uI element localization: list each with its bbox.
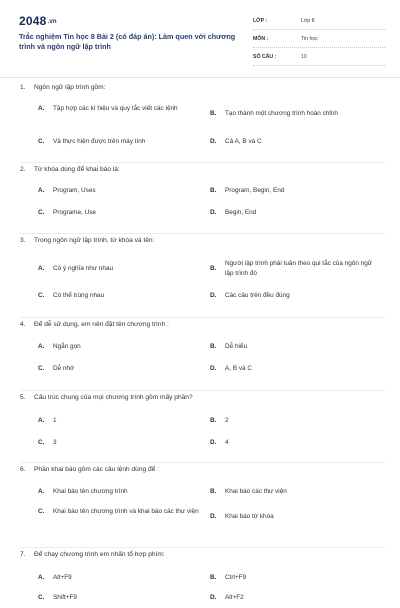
question-item	[20, 548, 385, 608]
question-text: Trong ngôn ngữ lập trình, từ khóa và tên:	[34, 237, 155, 244]
option-letter: A.	[38, 265, 45, 273]
option-b[interactable]	[210, 342, 247, 352]
question-item	[20, 82, 385, 163]
option-b[interactable]	[210, 186, 284, 196]
logo-suffix: .vn	[47, 18, 57, 25]
option-text: 2	[225, 417, 229, 424]
question-item	[20, 163, 385, 234]
option-b[interactable]	[210, 487, 287, 497]
question-text: Từ khóa dùng để khai báo là:	[34, 166, 120, 173]
option-c[interactable]	[38, 507, 208, 517]
option-letter: A.	[38, 105, 45, 113]
meta-label: SỐ CÂU :	[253, 54, 277, 60]
question-number: 6.	[20, 466, 26, 473]
meta-info	[253, 15, 385, 69]
question-stem	[20, 466, 159, 473]
option-letter: B.	[210, 417, 217, 425]
option-text: Người lập trình phải tuân theo qui tắc của ngôn ngữ lập trình đó	[225, 260, 373, 277]
option-text: Ngắn gọn	[53, 343, 81, 350]
option-d[interactable]	[210, 512, 274, 522]
option-text: Khai báo các thư viện	[225, 488, 287, 495]
option-text: Dễ nhớ	[53, 365, 75, 372]
option-text: Tập hợp các kí hiệu và quy tắc viết các lệnh	[53, 105, 178, 112]
option-text: Có thể trùng nhau	[53, 292, 105, 299]
question-text: Cấu trúc chung của mọi chương trình gồm mấy phần?	[34, 394, 193, 401]
option-b[interactable]	[210, 109, 385, 119]
meta-value: Tin học	[301, 36, 318, 42]
question-text: Để chạy chương trình em nhấn tổ hợp phím:	[34, 551, 165, 558]
option-text: Program, Uses	[53, 187, 96, 194]
meta-label: LỚP :	[253, 18, 268, 24]
option-text: Và thực hiện được trên máy tính	[53, 138, 146, 145]
option-letter: B.	[210, 265, 217, 272]
option-c[interactable]	[38, 364, 74, 374]
option-text: Ctrl+F9	[225, 574, 247, 581]
option-d[interactable]	[210, 593, 244, 603]
meta-row-count	[253, 51, 385, 66]
option-d[interactable]	[210, 291, 290, 301]
logo-main: 2048	[19, 14, 47, 28]
option-b[interactable]	[210, 573, 246, 583]
question-stem	[20, 84, 106, 91]
option-text: 1	[53, 417, 57, 424]
option-letter: D.	[210, 594, 217, 602]
option-c[interactable]	[38, 291, 104, 301]
meta-row-subject	[253, 33, 385, 48]
question-number: 3.	[20, 237, 26, 244]
option-letter: A.	[38, 488, 45, 496]
question-item	[20, 391, 385, 463]
option-text: 4	[225, 439, 229, 446]
option-c[interactable]	[38, 438, 57, 448]
option-d[interactable]	[210, 364, 252, 374]
header-divider	[0, 77, 400, 78]
option-b[interactable]	[210, 416, 229, 426]
meta-value: Lớp 8	[301, 18, 315, 24]
question-number: 4.	[20, 321, 26, 328]
meta-row-grade	[253, 15, 385, 30]
question-text: Để dễ sử dụng, em nên đặt tên chương trình :	[34, 321, 169, 328]
option-letter: B.	[210, 488, 217, 496]
option-text: 3	[53, 439, 57, 446]
option-letter: C.	[38, 209, 45, 217]
option-b[interactable]	[210, 259, 385, 278]
option-text: Begin, End	[225, 209, 257, 216]
site-logo[interactable]	[19, 14, 57, 28]
option-letter: C.	[38, 365, 45, 373]
option-text: Program, Begin, End	[225, 187, 285, 194]
option-c[interactable]	[38, 593, 77, 603]
option-text: Các câu trên đều đúng	[225, 292, 290, 299]
question-number: 2.	[20, 166, 26, 173]
option-text: Khai báo tên chương trình	[53, 488, 128, 495]
option-letter: D.	[210, 138, 217, 146]
question-text: Ngôn ngữ lập trình gồm:	[34, 84, 106, 91]
option-a[interactable]	[38, 487, 128, 497]
question-number: 7.	[20, 551, 26, 558]
question-stem	[20, 394, 193, 401]
option-letter: A.	[38, 417, 45, 425]
option-text: Tạo thành một chương trình hoàn chỉnh	[225, 110, 338, 117]
question-text: Phần khai báo gồm các câu lệnh dùng để :	[34, 466, 160, 473]
option-letter: C.	[38, 292, 45, 300]
option-a[interactable]	[38, 186, 96, 196]
option-letter: D.	[210, 209, 217, 217]
option-a[interactable]	[38, 264, 113, 274]
question-stem	[20, 321, 169, 328]
option-a[interactable]	[38, 104, 208, 114]
option-a[interactable]	[38, 416, 57, 426]
option-text: Alt+F9	[53, 574, 72, 581]
option-letter: C.	[38, 138, 45, 146]
meta-label: MÔN :	[253, 36, 269, 42]
question-item	[20, 463, 385, 548]
option-text: Alt+F2	[225, 594, 244, 601]
option-a[interactable]	[38, 342, 81, 352]
option-text: Programe, Use	[53, 209, 96, 216]
option-letter: D.	[210, 365, 217, 373]
option-letter: D.	[210, 292, 217, 300]
option-text: Cả A, B và C	[225, 138, 262, 145]
option-a[interactable]	[38, 573, 72, 583]
option-text: Shift+F9	[53, 594, 77, 601]
page-title: Trắc nghiệm Tin học 8 Bài 2 (có đáp án): Làm quen với chương trình và ngôn ngữ lập trình	[19, 32, 236, 51]
option-letter: C.	[38, 439, 45, 447]
question-item	[20, 234, 385, 318]
option-text: A, B và C	[225, 365, 252, 372]
option-letter: B.	[210, 110, 217, 118]
question-stem	[20, 551, 165, 558]
question-stem	[20, 237, 154, 244]
option-letter: B.	[210, 343, 217, 351]
option-text: Dễ hiểu	[225, 343, 248, 350]
meta-value: 10	[301, 54, 307, 60]
option-letter: B.	[210, 187, 217, 195]
question-number: 1.	[20, 84, 26, 91]
option-text: Khai báo tên chương trình và khai báo các thư viện	[53, 508, 199, 515]
question-stem	[20, 166, 120, 173]
option-letter: A.	[38, 187, 45, 195]
option-letter: C.	[38, 594, 45, 602]
page-header	[19, 14, 385, 64]
option-letter: D.	[210, 513, 217, 521]
question-list	[20, 82, 385, 608]
option-text: Có ý nghĩa như nhau	[53, 265, 114, 272]
option-c[interactable]	[38, 137, 145, 147]
option-letter: A.	[38, 574, 45, 582]
option-text: Khai báo từ khóa	[225, 513, 274, 520]
option-letter: D.	[210, 439, 217, 447]
option-d[interactable]	[210, 208, 256, 218]
option-d[interactable]	[210, 137, 262, 147]
option-d[interactable]	[210, 438, 229, 448]
option-letter: C.	[38, 508, 45, 516]
option-letter: A.	[38, 343, 45, 351]
question-number: 5.	[20, 394, 26, 401]
option-letter: B.	[210, 574, 217, 582]
question-item	[20, 318, 385, 391]
option-c[interactable]	[38, 208, 96, 218]
